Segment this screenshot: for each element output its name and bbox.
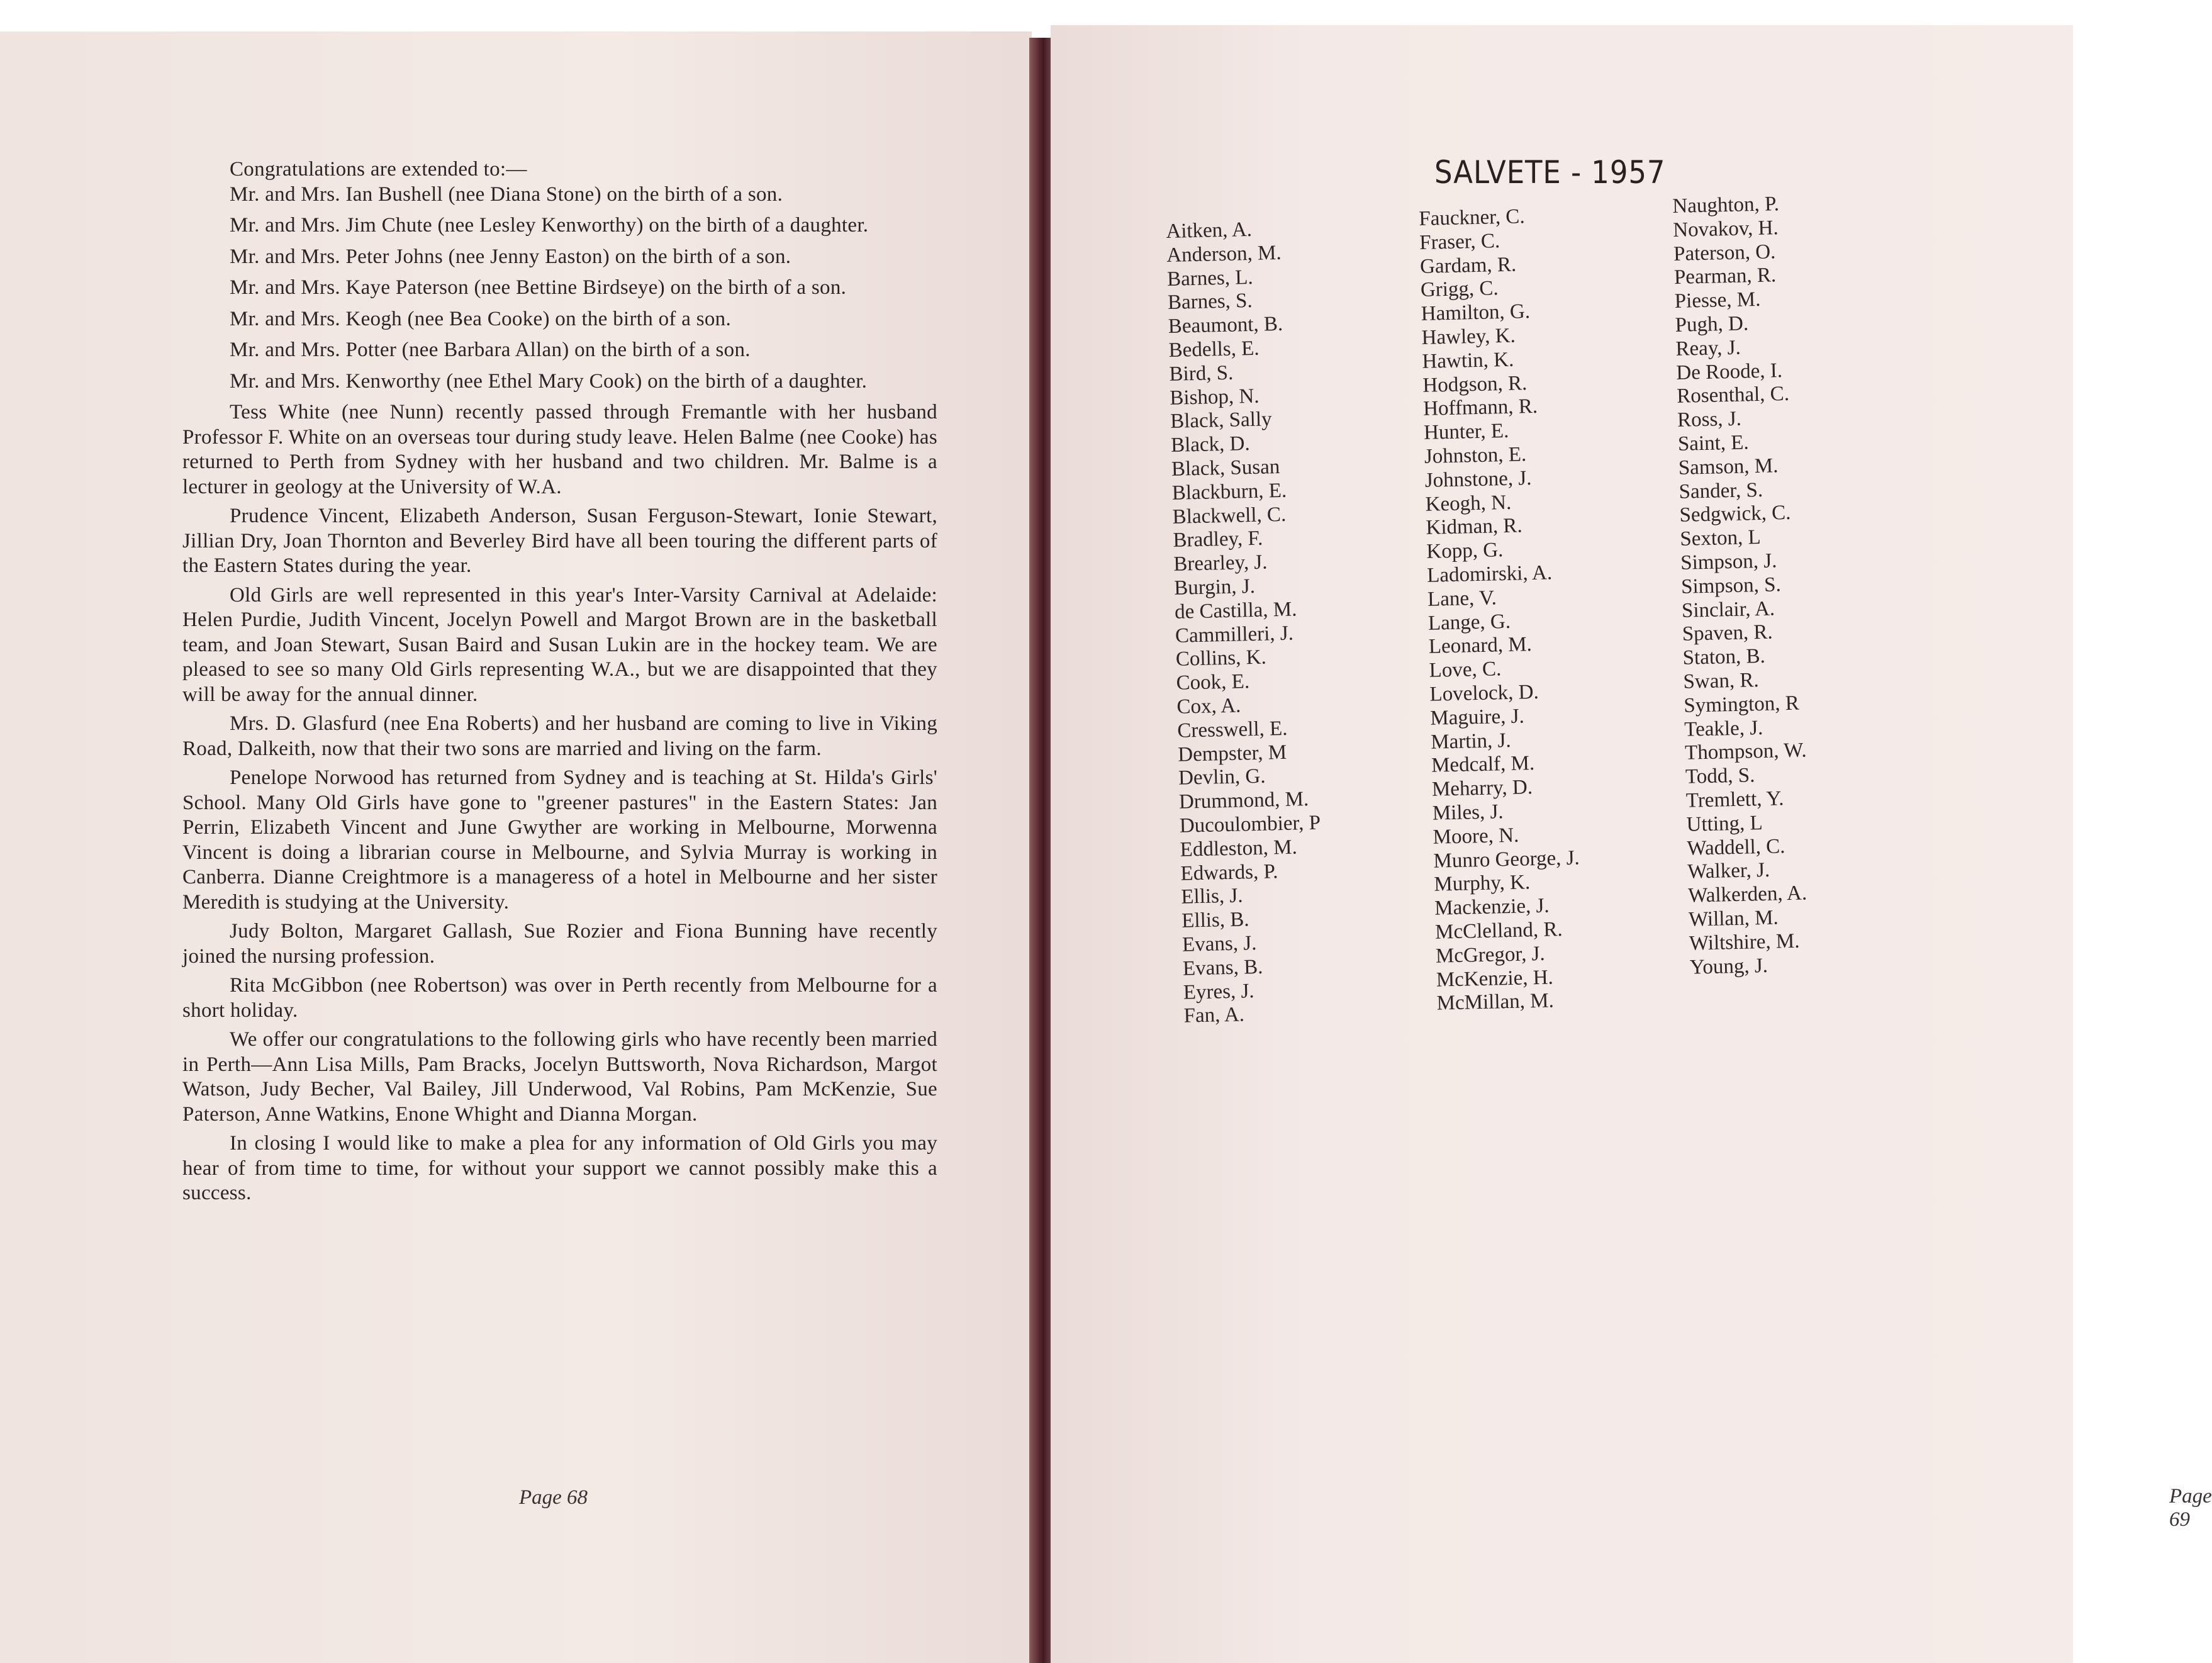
name-entry: Mackenzie, J. xyxy=(1434,894,1550,920)
news-paragraph: Penelope Norwood has returned from Sydney and is teaching at St. Hilda's Girls' School. Many Old Girls have gone to "greener pastures" in the Eastern States: Jan Perrin, Elizabeth Vincent and June Gwyther are working in Melbourne, Morwenna Vincent is doing a librarian course in Melbourne, and Sylvia Murray is working in Canberra. Dianne Creightmore is a manageress of a hotel in Melbourne and her sister Meredith is studying at the University. xyxy=(182,766,937,914)
name-entry: Edwards, P. xyxy=(1180,859,1278,885)
name-entry: Ross, J. xyxy=(1677,407,1742,432)
name-entry: Staton, B. xyxy=(1682,644,1766,669)
left-page-text xyxy=(182,157,937,1211)
name-entry: Wiltshire, M. xyxy=(1689,929,1800,955)
name-entry: Barnes, L. xyxy=(1166,266,1254,291)
name-entry: Eyres, J. xyxy=(1183,979,1254,1004)
name-entry: Young, J. xyxy=(1689,954,1768,979)
name-entry: Simpson, S. xyxy=(1680,573,1782,598)
left-page xyxy=(0,31,1032,1663)
news-paragraph: Mrs. D. Glasfurd (nee Ena Roberts) and her husband are coming to live in Viking Road, Dalkeith, now that their two sons are married and living on the farm. xyxy=(182,712,937,760)
name-entry: Willan, M. xyxy=(1688,906,1779,931)
name-entry: Tremlett, Y. xyxy=(1685,787,1784,812)
congratulation-item: Mr. and Mrs. Peter Johns (nee Jenny Easton) on the birth of a son. xyxy=(230,245,791,268)
name-entry: Cook, E. xyxy=(1176,670,1250,695)
congratulation-item: Mr. and Mrs. Ian Bushell (nee Diana Stone) on the birth of a son. xyxy=(230,182,783,206)
name-entry: McKenzie, H. xyxy=(1436,965,1554,992)
news-paragraph: In closing I would like to make a plea for any information of Old Girls you may hear of from time to time, for without your support we cannot possibly make this a success. xyxy=(182,1132,937,1204)
name-entry: Sinclair, A. xyxy=(1681,597,1775,622)
name-entry: Piesse, M. xyxy=(1674,288,1761,313)
name-column-1 xyxy=(1166,217,1325,1029)
name-entry: Novakov, H. xyxy=(1672,216,1779,242)
name-entry: Reay, J. xyxy=(1675,336,1741,361)
name-entry: Naughton, P. xyxy=(1672,193,1780,218)
name-entry: Cox, A. xyxy=(1176,694,1241,719)
name-entry: de Castilla, M. xyxy=(1174,598,1297,624)
name-entry: Burgin, J. xyxy=(1173,574,1256,600)
name-entry: Samson, M. xyxy=(1678,454,1779,479)
name-entry: Lovelock, D. xyxy=(1429,680,1539,706)
name-entry: Swan, R. xyxy=(1683,669,1760,693)
name-entry: Teakle, J. xyxy=(1684,716,1763,741)
name-entry: McGregor, J. xyxy=(1435,942,1546,968)
name-entry: Saint, E. xyxy=(1677,431,1750,456)
name-entry: Ducoulombier, P xyxy=(1179,811,1321,837)
name-column-3 xyxy=(1672,193,1812,980)
name-entry: Devlin, G. xyxy=(1178,764,1266,790)
name-entry: Anderson, M. xyxy=(1166,241,1282,267)
name-entry: Waddell, C. xyxy=(1687,834,1785,860)
name-entry: Hamilton, G. xyxy=(1421,300,1531,326)
name-entry: Munro George, J. xyxy=(1433,846,1580,873)
name-entry: Murphy, K. xyxy=(1434,871,1531,897)
name-entry: Moore, N. xyxy=(1433,824,1519,849)
name-entry: Fauckner, C. xyxy=(1419,205,1526,230)
name-entry: Lange, G. xyxy=(1427,610,1511,635)
name-entry: Fan, A. xyxy=(1183,1003,1245,1027)
name-entry: Black, Susan xyxy=(1171,455,1280,481)
news-paragraph: Tess White (nee Nunn) recently passed through Fremantle with her husband Professor F. White on an overseas tour during study leave. Helen Balme (nee Cooke) has returned to Perth from Sydney with her husband and two children. Mr. Balme is a lecturer in geology at the University of W.A. xyxy=(182,401,937,498)
right-page xyxy=(1051,25,2212,1663)
name-entry: Martin, J. xyxy=(1430,729,1512,754)
news-paragraph: Rita McGibbon (nee Robertson) was over in Perth recently from Melbourne for a short holiday. xyxy=(182,974,937,1022)
name-entry: Pugh, D. xyxy=(1675,312,1749,337)
name-entry: Rosenthal, C. xyxy=(1676,383,1790,408)
name-entry: Symington, R xyxy=(1684,692,1800,717)
name-entry: Sander, S. xyxy=(1679,478,1763,503)
name-entry: Evans, B. xyxy=(1182,955,1263,980)
name-entry: Kopp, G. xyxy=(1426,539,1504,564)
name-entry: Utting, L xyxy=(1686,811,1763,836)
name-entry: Hoffmann, R. xyxy=(1422,395,1538,421)
congratulation-item: Mr. and Mrs. Kenworthy (nee Ethel Mary Cook) on the birth of a daughter. xyxy=(230,369,868,393)
name-entry: De Roode, I. xyxy=(1676,359,1783,384)
news-paragraph: Prudence Vincent, Elizabeth Anderson, Susan Ferguson-Stewart, Ionie Stewart, Jillian Dry, Joan Thornton and Beverley Bird have all been touring the different parts of the Eastern States during the year. xyxy=(182,505,937,577)
name-entry: McClelland, R. xyxy=(1434,918,1563,944)
name-entry: Bradley, F. xyxy=(1173,527,1263,552)
name-entry: Pearman, R. xyxy=(1673,264,1777,289)
name-entry: Fraser, C. xyxy=(1419,229,1500,254)
name-entry: Dempster, M xyxy=(1177,741,1287,766)
congratulation-item: Mr. and Mrs. Keogh (nee Bea Cooke) on the birth of a son. xyxy=(230,307,732,330)
name-entry: Ellis, J. xyxy=(1181,884,1243,909)
name-entry: Maguire, J. xyxy=(1430,705,1525,730)
congratulation-item: Mr. and Mrs. Jim Chute (nee Lesley Kenworthy) on the birth of a daughter. xyxy=(230,214,869,237)
name-entry: Hunter, E. xyxy=(1423,420,1509,445)
name-entry: Beaumont, B. xyxy=(1168,313,1283,339)
news-paragraph: Old Girls are well represented in this year's Inter-Varsity Carnival at Adelaide: Helen Purdie, Judith Vincent, Jocelyn Powell and Margot Brown are in the basketball team, and Joan Stewart, Susan Baird and Susan Lukin are in the hockey team. We are pleased to see so many Old Girls representing W.A., but we are disappointed that they will be away for the annual dinner. xyxy=(182,583,937,706)
name-entry: Leonard, M. xyxy=(1428,633,1533,659)
name-entry: Lane, V. xyxy=(1427,586,1497,611)
name-entry: Johnston, E. xyxy=(1424,443,1527,468)
name-entry: Simpson, J. xyxy=(1680,549,1777,574)
name-entry: Hodgson, R. xyxy=(1422,371,1528,397)
name-entry: Paterson, O. xyxy=(1673,240,1776,266)
name-entry: Johnstone, J. xyxy=(1424,466,1532,492)
name-entry: Hawley, K. xyxy=(1421,324,1516,349)
name-entry: Hawtin, K. xyxy=(1422,348,1514,373)
name-entry: Bishop, N. xyxy=(1170,384,1260,410)
page-number-right: Page 69 xyxy=(2169,1485,2212,1531)
news-paragraph: Judy Bolton, Margaret Gallash, Sue Rozier and Fiona Bunning have recently joined the nursing profession. xyxy=(182,920,937,968)
name-entry: Bird, S. xyxy=(1169,361,1234,386)
name-entry: Medcalf, M. xyxy=(1431,752,1535,778)
name-entry: Black, D. xyxy=(1170,432,1251,457)
name-entry: Blackburn, E. xyxy=(1171,479,1287,505)
name-entry: Cammilleri, J. xyxy=(1175,622,1294,647)
name-entry: Thompson, W. xyxy=(1684,739,1807,765)
name-entry: Miles, J. xyxy=(1432,800,1504,825)
name-entry: Sexton, L xyxy=(1680,526,1762,551)
name-entry: Drummond, M. xyxy=(1178,788,1309,814)
name-entry: Meharry, D. xyxy=(1431,776,1533,801)
name-entry: Spaven, R. xyxy=(1682,620,1774,646)
name-entry: Blackwell, C. xyxy=(1172,503,1287,529)
name-column-2 xyxy=(1419,204,1583,1016)
name-entry: Brearley, J. xyxy=(1173,551,1268,576)
name-entry: Sedgwick, C. xyxy=(1679,501,1791,527)
congratulation-item: Mr. and Mrs. Potter (nee Barbara Allan) on the birth of a son. xyxy=(230,339,751,361)
name-entry: Ellis, B. xyxy=(1181,908,1249,932)
name-entry: Walkerden, A. xyxy=(1687,882,1807,907)
salvete-heading: SALVETE - 1957 xyxy=(1434,154,1666,191)
congratulation-item: Mr. and Mrs. Kaye Paterson (nee Bettine Birdseye) on the birth of a son. xyxy=(230,276,847,299)
name-entry: Bedells, E. xyxy=(1168,337,1260,362)
name-entry: Eddleston, M. xyxy=(1180,836,1298,861)
name-entry: Evans, J. xyxy=(1181,931,1257,956)
name-entry: Todd, S. xyxy=(1685,764,1755,788)
name-entry: Collins, K. xyxy=(1175,646,1267,671)
name-entry: Grigg, C. xyxy=(1420,277,1499,302)
name-entry: Kidman, R. xyxy=(1426,514,1523,540)
news-paragraph: We offer our congratulations to the following girls who have recently been married in Perth—Ann Lisa Mills, Pam Bracks, Jocelyn Buttsworth, Nova Richardson, Margot Watson, Judy Becher, Val Bailey, Jill Underwood, Val Robins, Pam McKenzie, Sue Paterson, Anne Watkins, Enone Whight and Dianna Morgan. xyxy=(182,1028,937,1126)
name-entry: Cresswell, E. xyxy=(1177,717,1288,742)
name-entry: Keogh, N. xyxy=(1425,491,1512,516)
page-number-left: Page 68 xyxy=(519,1486,588,1509)
book-spine xyxy=(1029,38,1053,1663)
name-entry: Black, Sally xyxy=(1170,408,1272,434)
name-entry: Ladomirski, A. xyxy=(1426,561,1553,587)
name-entry: Aitken, A. xyxy=(1166,218,1253,243)
name-entry: Love, C. xyxy=(1429,658,1502,682)
name-entry: Barnes, S. xyxy=(1167,289,1253,315)
name-entry: McMillan, M. xyxy=(1436,989,1555,1015)
name-entry: Walker, J. xyxy=(1687,859,1770,884)
congratulations-intro: Congratulations are extended to:— xyxy=(230,158,527,181)
name-entry: Gardam, R. xyxy=(1419,253,1517,278)
